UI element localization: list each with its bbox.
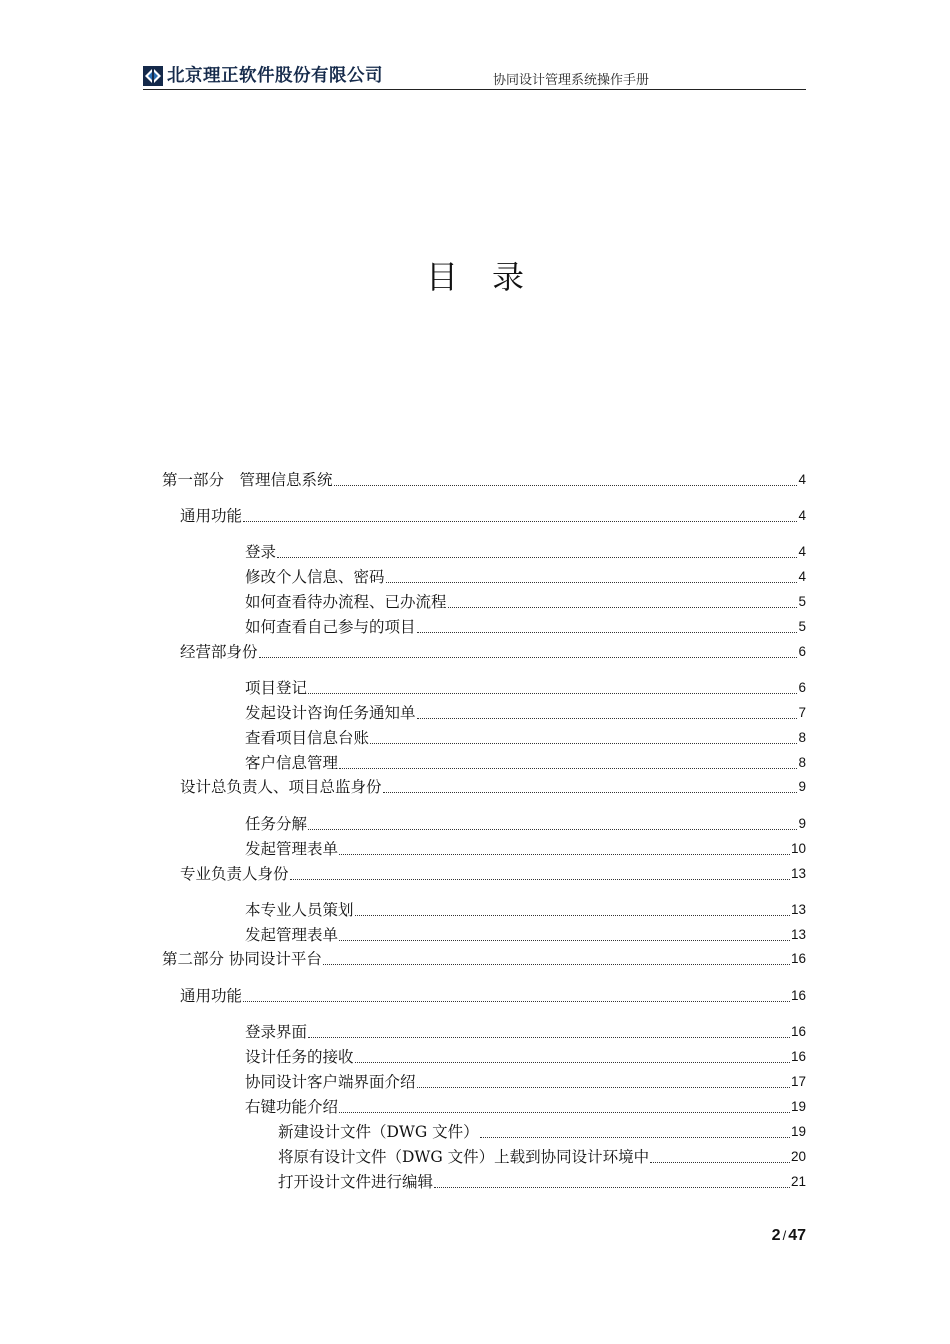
toc-entry-label: 如何查看待办流程、已办流程 xyxy=(245,593,447,611)
toc-entry-label: 设计任务的接收 xyxy=(245,1048,354,1066)
toc-page-number: 21 xyxy=(790,1174,806,1189)
toc-entry-label: 修改个人信息、密码 xyxy=(245,568,385,586)
toc-page-number: 13 xyxy=(790,866,806,881)
toc-leader xyxy=(290,879,790,880)
toc-entry[interactable] xyxy=(245,923,806,945)
toc-page-number: 16 xyxy=(790,951,806,966)
toc-entry[interactable] xyxy=(245,701,806,723)
toc-entry[interactable] xyxy=(278,1170,806,1192)
toc-leader xyxy=(417,718,798,719)
toc-entry-label: 登录界面 xyxy=(245,1023,308,1041)
total-pages: 47 xyxy=(788,1227,806,1244)
toc-entry[interactable] xyxy=(245,676,806,698)
toc-leader xyxy=(650,1162,790,1163)
toc-entry[interactable] xyxy=(162,468,806,490)
toc-leader xyxy=(370,743,797,744)
toc-entry[interactable] xyxy=(245,751,806,773)
toc-entry-label: 通用功能 xyxy=(180,507,243,525)
toc-entry[interactable] xyxy=(245,1070,806,1092)
toc-entry-label: 专业负责人身份 xyxy=(180,865,289,883)
toc-leader xyxy=(308,1037,790,1038)
toc-leader xyxy=(417,632,798,633)
toc-entry-label: 第二部分 协同设计平台 xyxy=(162,950,322,968)
toc-page-number: 19 xyxy=(790,1124,806,1139)
toc-entry-label: 查看项目信息台账 xyxy=(245,729,370,747)
toc-page-number: 17 xyxy=(790,1074,806,1089)
page-separator: / xyxy=(782,1228,787,1243)
toc-leader xyxy=(308,829,797,830)
toc-entry[interactable] xyxy=(245,540,806,562)
toc-entry-label: 右键功能介绍 xyxy=(245,1098,339,1116)
toc-leader xyxy=(355,1062,790,1063)
toc-leader xyxy=(243,521,797,522)
toc-page-number: 16 xyxy=(790,1049,806,1064)
toc-page-number: 5 xyxy=(798,619,806,634)
toc-entry-label: 打开设计文件进行编辑 xyxy=(278,1173,434,1191)
toc-entry[interactable] xyxy=(245,1095,806,1117)
toc-page-number: 13 xyxy=(790,902,806,917)
toc-page-number: 7 xyxy=(798,705,806,720)
toc-page-number: 4 xyxy=(798,544,806,559)
company-name: 北京理正软件股份有限公司 xyxy=(167,66,383,86)
toc-leader xyxy=(243,1001,790,1002)
toc-page-number: 6 xyxy=(798,644,806,659)
toc-entry-label: 客户信息管理 xyxy=(245,754,339,772)
toc-page-number: 16 xyxy=(790,988,806,1003)
toc-leader xyxy=(448,607,798,608)
toc-leader xyxy=(339,1112,790,1113)
toc-page-number: 20 xyxy=(790,1149,806,1164)
toc-leader xyxy=(339,940,790,941)
toc-leader xyxy=(417,1087,790,1088)
page-header xyxy=(143,64,806,92)
toc-entry-label: 本专业人员策划 xyxy=(245,901,354,919)
toc-page-number: 16 xyxy=(790,1024,806,1039)
toc-page-number: 4 xyxy=(798,569,806,584)
toc-entry-label: 第一部分 管理信息系统 xyxy=(162,471,333,489)
toc-entry-label: 发起设计咨询任务通知单 xyxy=(245,704,416,722)
header-divider xyxy=(143,89,806,90)
toc-page-number: 9 xyxy=(798,779,806,794)
toc-entry-label: 新建设计文件（DWG 文件） xyxy=(278,1123,479,1141)
toc-page-number: 19 xyxy=(790,1099,806,1114)
toc-entry-label: 项目登记 xyxy=(245,679,308,697)
toc-leader xyxy=(259,657,798,658)
toc-entry[interactable] xyxy=(162,947,806,969)
toc-leader xyxy=(323,964,790,965)
toc-leader xyxy=(480,1137,790,1138)
toc-page-number: 4 xyxy=(798,472,806,487)
toc-entry-label: 将原有设计文件（DWG 文件）上载到协同设计环境中 xyxy=(278,1148,650,1166)
toc-entry[interactable] xyxy=(245,615,806,637)
toc-entry[interactable] xyxy=(245,590,806,612)
toc-leader xyxy=(308,693,797,694)
toc-entry[interactable] xyxy=(278,1120,806,1142)
toc-entry-label: 通用功能 xyxy=(180,987,243,1005)
toc-entry-label: 任务分解 xyxy=(245,815,308,833)
company-logo-icon xyxy=(143,66,163,86)
toc-entry-label: 发起管理表单 xyxy=(245,840,339,858)
toc-entry[interactable] xyxy=(245,565,806,587)
toc-entry[interactable] xyxy=(180,984,806,1006)
toc-entry[interactable] xyxy=(180,640,806,662)
toc-leader xyxy=(339,854,790,855)
document-title: 协同设计管理系统操作手册 xyxy=(493,73,650,88)
toc-leader xyxy=(383,792,798,793)
toc-entry-label: 协同设计客户端界面介绍 xyxy=(245,1073,416,1091)
toc-entry-label: 设计总负责人、项目总监身份 xyxy=(180,778,382,796)
company-logo xyxy=(143,65,383,87)
toc-leader xyxy=(334,485,798,486)
toc-entry[interactable] xyxy=(245,812,806,834)
toc-entry-label: 经营部身份 xyxy=(180,643,258,661)
toc-entry[interactable] xyxy=(245,726,806,748)
toc-entry[interactable] xyxy=(180,775,806,797)
toc-entry[interactable] xyxy=(180,862,806,884)
toc-entry-label: 如何查看自己参与的项目 xyxy=(245,618,416,636)
toc-page-number: 9 xyxy=(798,816,806,831)
page-counter xyxy=(772,1226,806,1246)
toc-entry[interactable] xyxy=(180,504,806,526)
toc-page-number: 4 xyxy=(798,508,806,523)
toc-page-number: 5 xyxy=(798,594,806,609)
toc-entry[interactable] xyxy=(245,898,806,920)
toc-leader xyxy=(277,557,797,558)
toc-page-number: 8 xyxy=(798,730,806,745)
toc-page-number: 13 xyxy=(790,927,806,942)
toc-heading: 目录 xyxy=(425,258,558,296)
toc-leader xyxy=(339,768,797,769)
toc-page-number: 6 xyxy=(798,680,806,695)
toc-entry[interactable] xyxy=(245,1020,806,1042)
toc-leader xyxy=(355,915,790,916)
toc-page-number: 8 xyxy=(798,755,806,770)
toc-entry-label: 登录 xyxy=(245,543,277,561)
toc-entry[interactable] xyxy=(245,1045,806,1067)
current-page-number: 2 xyxy=(771,1227,781,1244)
toc-entry-label: 发起管理表单 xyxy=(245,926,339,944)
toc-page-number: 10 xyxy=(790,841,806,856)
toc-leader xyxy=(386,582,798,583)
toc-entry[interactable] xyxy=(278,1145,806,1167)
toc-entry[interactable] xyxy=(245,837,806,859)
toc-leader xyxy=(434,1187,790,1188)
